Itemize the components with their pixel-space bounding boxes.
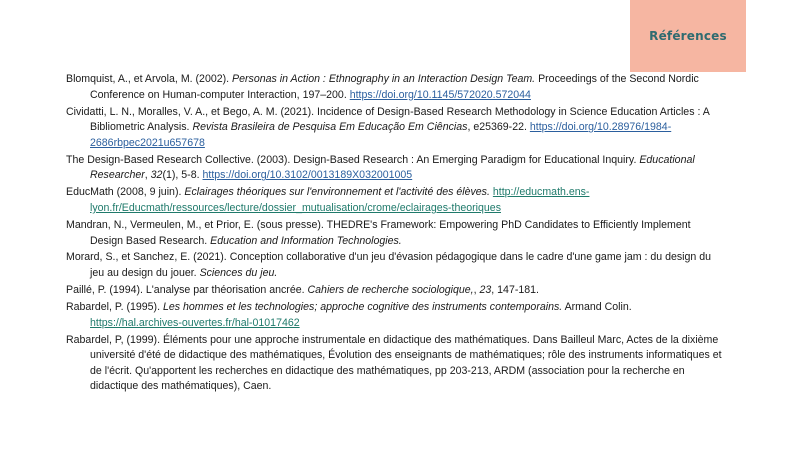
reference-educmath	[66, 185, 722, 216]
reference-mandran	[66, 218, 722, 249]
reference-details: Proceedings of the Second Nordic Conference on Human-computer Interaction, 197–200.	[90, 73, 699, 101]
reference-separator: ,	[144, 169, 151, 182]
reference-cividatti	[66, 105, 722, 152]
reference-title: Personas in Action : Ethnography in an Interaction Design Team.	[232, 73, 536, 85]
reference-title: Education and Information Technologies.	[210, 234, 402, 247]
reference-blomquist	[66, 72, 722, 103]
reference-link[interactable]: http://educmath.ens-lyon.fr/Educmath/ressources/lecture/dossier_mutualisation/crome/eclairages-theoriques	[90, 186, 590, 214]
reference-title: Eclairages théoriques sur l'environnement et l'activité des élèves.	[184, 186, 490, 199]
reference-link[interactable]: https://doi.org/10.1145/572020.572044	[349, 88, 531, 101]
reference-authors: EducMath (2008, 9 juin).	[66, 186, 185, 199]
reference-details: Armand Colin.	[562, 301, 632, 314]
title-banner	[630, 0, 746, 72]
reference-authors: Rabardel, P. (1995).	[66, 301, 163, 314]
reference-title: Cahiers de recherche sociologique,	[307, 284, 474, 297]
reference-volume: 32	[150, 169, 163, 182]
reference-title: Les hommes et les technologies; approche cognitive des instruments contemporains.	[162, 301, 563, 314]
reference-morard	[66, 250, 722, 281]
reference-rabardel-1995	[66, 300, 722, 331]
reference-title: Revista Brasileira de Pesquisa Em Educação Em Ciências	[192, 121, 468, 134]
reference-link[interactable]: https://hal.archives-ouvertes.fr/hal-01017462	[90, 316, 300, 329]
reference-authors: Rabardel, P, (1999). Éléments pour une approche instrumentale en didactique des mathématiques. Dans Bailleul Marc, Actes de la dixième université d'été de didactique des mathématiques, Évolution des enseignants de mathématiques; rôle des instruments informatiques et de l'écrit. Qu'apportent les recherches en didactique des mathématiques, pp 203-213, ARDM (association pour la recherche en didactique des mathématiques), Caen.	[66, 333, 722, 393]
reference-details: , 147-181.	[491, 284, 539, 297]
reference-title: Educational Researcher	[90, 153, 695, 182]
reference-title: Sciences du jeu.	[199, 267, 278, 280]
reference-rabardel-1999	[66, 333, 722, 395]
reference-dbr-collective	[66, 153, 722, 184]
reference-link[interactable]: https://doi.org/10.28976/1984-2686rbpec2021u657678	[90, 121, 672, 149]
reference-authors: Morard, S., et Sanchez, E. (2021). Conception collaborative d'un jeu d'évasion pédagogique dans le cadre d'une game jam : du design du jeu au design du jouer.	[66, 251, 712, 280]
reference-link[interactable]: https://doi.org/10.3102/0013189X032001005	[202, 169, 413, 182]
reference-authors: Blomquist, A., et Arvola, M. (2002).	[66, 73, 233, 85]
reference-details: , e25369-22.	[467, 121, 530, 134]
reference-paille	[66, 283, 722, 299]
reference-authors: Paillé, P. (1994). L'analyse par théorisation ancrée.	[66, 284, 308, 297]
reference-volume: 23	[479, 284, 492, 297]
page-title: Références	[649, 29, 727, 43]
reference-authors: Mandran, N., Vermeulen, M., et Prior, E. (sous presse). THEDRE's Framework: Empowering PhD Candidates to Efficiently Implement Design Based Research.	[66, 218, 691, 247]
reference-list	[66, 72, 722, 396]
reference-details: (1), 5-8.	[162, 169, 203, 182]
reference-authors: The Design-Based Research Collective. (2003). Design-Based Research : An Emerging Paradigm for Educational Inquiry.	[66, 153, 640, 166]
reference-separator: ,	[473, 284, 480, 297]
reference-authors: Cividatti, L. N., Moralles, V. A., et Bego, A. M. (2021). Incidence of Design-Based Research Methodology in Science Education Articles : A Bibliometric Analysis.	[66, 105, 710, 134]
